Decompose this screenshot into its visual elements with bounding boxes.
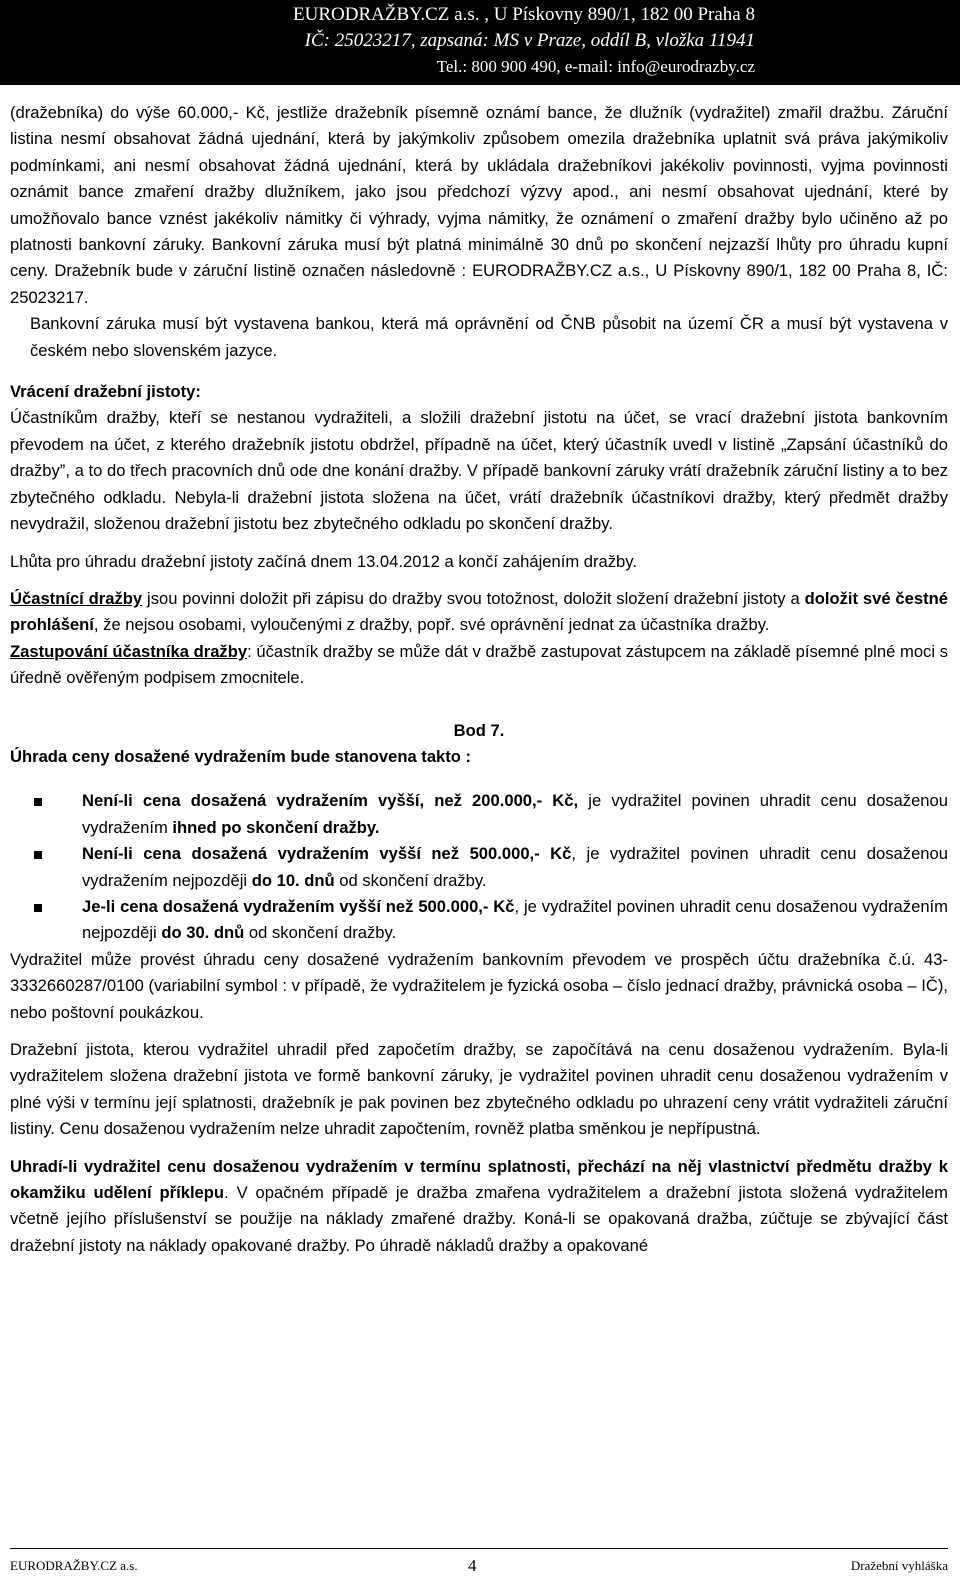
participants-text-2: , že nejsou osobami, vyloučenými z dražby, popř. své oprávnění jednat za účastníka dražby. — [93, 615, 770, 635]
paragraph-bank: Bankovní záruka musí být vystavena bankou, která má oprávnění od ČNB působit na území ČR a musí být vystavena v českém nebo slovenském jazyce. — [30, 314, 948, 360]
heading-return-deposit: Vrácení dražební jistoty: — [10, 382, 201, 402]
representation-label: Zastupování účastníka dražby — [10, 641, 248, 661]
paragraph-deadline: Lhůta pro úhradu dražební jistoty začíná dnem 13.04.2012 a končí zahájením dražby. — [10, 551, 637, 571]
page-number: 4 — [468, 1556, 477, 1575]
payment-term-2: Není-li cena dosažená vydražením vyšší než 500.000,- Kč, je vydražitel povinen uhradit cenu dosaženou vydražením nejpozději do 10. dnů od skončení dražby. — [10, 841, 948, 894]
ownership-bold: Uhradí-li vydražitel cenu dosaženou vydražením v termínu splatnosti, přechází na něj vlastnictví předmětu dražby k okamžiku udělení příklepu — [10, 1156, 948, 1203]
heading-payment: Úhrada ceny dosažené vydražením bude stanovena takto : — [10, 746, 472, 766]
section-number: Bod 7. — [453, 720, 505, 740]
bullet-square-icon — [34, 798, 42, 806]
paragraph-deposit-offset: Dražební jistota, kterou vydražitel uhradil před započetím dražby, se započítává na cenu dosaženou vydražením. Byla-li vydražitelem složena dražební jistota ve formě bankovní záruky, je vydražitel povinen uhradit cenu dosaženou vydražením v plné výši v termínu její splatnosti, dražebník je pak povinen bez zbytečného odkladu po uhrazení ceny vrátit vydražiteli záruční listiny. Cenu dosaženou vydražením nelze uhradit započtením, rovněž platba směnkou je nepřípustná. — [10, 1040, 948, 1139]
participants-text-1: jsou povinni doložit při zápisu do dražby svou totožnost, doložit složení dražební jistoty a — [142, 588, 805, 608]
letterhead-contact: Tel.: 800 900 490, e-mail: info@eurodrazby.cz — [436, 57, 755, 76]
paragraph-guarantee: (dražebníka) do výše 60.000,- Kč, jestliže dražebník písemně oznámí bance, že dlužník (vydražitel) zmařil dražbu. Záruční listina nesmí obsahovat žádná ujednání, která by jakýmkoliv způsobem omezila dražebníka uplatnit svá práva jakýmikoliv podmínkami, ani nesmí obsahovat žádná ujednání, která by ukládala dražebníkovi jakékoliv povinnosti, vyjma povinnosti oznámit bance zmaření dražby dlužníkem, jako jsou předchozí výzvy apod., ani nesmí obsahovat ujednání, které by umožňovalo bance vznést jakékoliv námitky či výhrady, vyjma námitky, že oznámení o zmaření dražby bylo učiněno až po platnosti bankovní záruky. Bankovní záruka musí být platná minimálně 30 dnů po skončení nejzazší lhůty pro úhradu kupní ceny. Dražebník bude v záruční listině označen následovně : EURODRAŽBY.CZ a.s., U Pískovny 890/1, 182 00 Praha 8, IČ: 25023217. — [10, 103, 948, 307]
letterhead — [0, 0, 960, 85]
letterhead-company: EURODRAŽBY.CZ a.s. , U Pískovny 890/1, 182 00 Praha 8 — [293, 4, 755, 25]
ownership-text: . V opačném případě je dražba zmařena vydražitelem a dražební jistota složená vydražitelem včetně jejího příslušenství se použije na náklady zmařené dražby. Koná-li se opakovaná dražba, zúčtuje se zbývající část dražební jistoty na náklady opakované dražby. Po úhradě nákladů dražby a opakované — [10, 1183, 948, 1255]
page-footer — [0, 1548, 960, 1581]
paragraph-bank-transfer: Vydražitel může provést úhradu ceny dosažené vydražením bankovním převodem ve prospěch účtu dražebníka č.ú. 43-3332660287/0100 (variabilní symbol : v případě, že vydražitelem je fyzická osoba – číslo jednací dražby, právnická osoba – IČ), nebo poštovní poukázkou. — [10, 949, 948, 1022]
letterhead-registration: IČ: 25023217, zapsaná: MS v Praze, oddíl B, vložka 11941 — [304, 30, 755, 51]
participants-declaration: doložit své čestné prohlášení — [10, 588, 949, 635]
payment-term-3: Je-li cena dosažená vydražením vyšší než 500.000,- Kč, je vydražitel povinen uhradit cenu dosaženou vydražením nejpozději do 30. dnů od skončení dražby. — [10, 894, 948, 947]
document-body — [10, 100, 948, 1259]
footer-rule — [10, 1548, 948, 1549]
participants-label: Účastnící dražby — [10, 588, 143, 608]
paragraph-return-deposit: Účastníkům dražby, kteří se nestanou vydražiteli, a složili dražební jistotu na účet, se vrací dražební jistota bankovním převodem na účet, z kterého dražebník jistotu obdržel, případně na účet, který účastník uvedl v listině „Zapsání účastníků do dražby”, a to do třech pracovních dnů ode dne konání dražby. V případě bankovní záruky vrátí dražebník záruční listiny a to bez zbytečného odkladu. Nebyla-li dražební jistota složena na účet, vrátí dražebník účastníkovi dražby, který předmět dražby nevydražil, složenou dražební jistotu bez zbytečného odkladu po skončení dražby. — [10, 408, 948, 534]
footer-document-title: Dražební vyhláška — [850, 1558, 948, 1573]
paragraph-ownership — [10, 1154, 948, 1260]
paragraph-representation — [10, 639, 948, 692]
representation-text: : účastník dražby se může dát v dražbě zastupovat zástupcem na základě písemné plné moci s úředně ověřeným podpisem zmocnitele. — [10, 641, 948, 688]
bullet-square-icon — [34, 904, 42, 912]
payment-term-1: Není-li cena dosažená vydražením vyšší, než 200.000,- Kč, je vydražitel povinen uhradit cenu dosaženou vydražením ihned po skončení dražby. — [10, 788, 948, 841]
footer-company: EURODRAŽBY.CZ a.s. — [10, 1558, 138, 1573]
paragraph-participants — [10, 586, 948, 639]
bullet-square-icon — [34, 851, 42, 859]
payment-terms-list — [10, 788, 948, 946]
